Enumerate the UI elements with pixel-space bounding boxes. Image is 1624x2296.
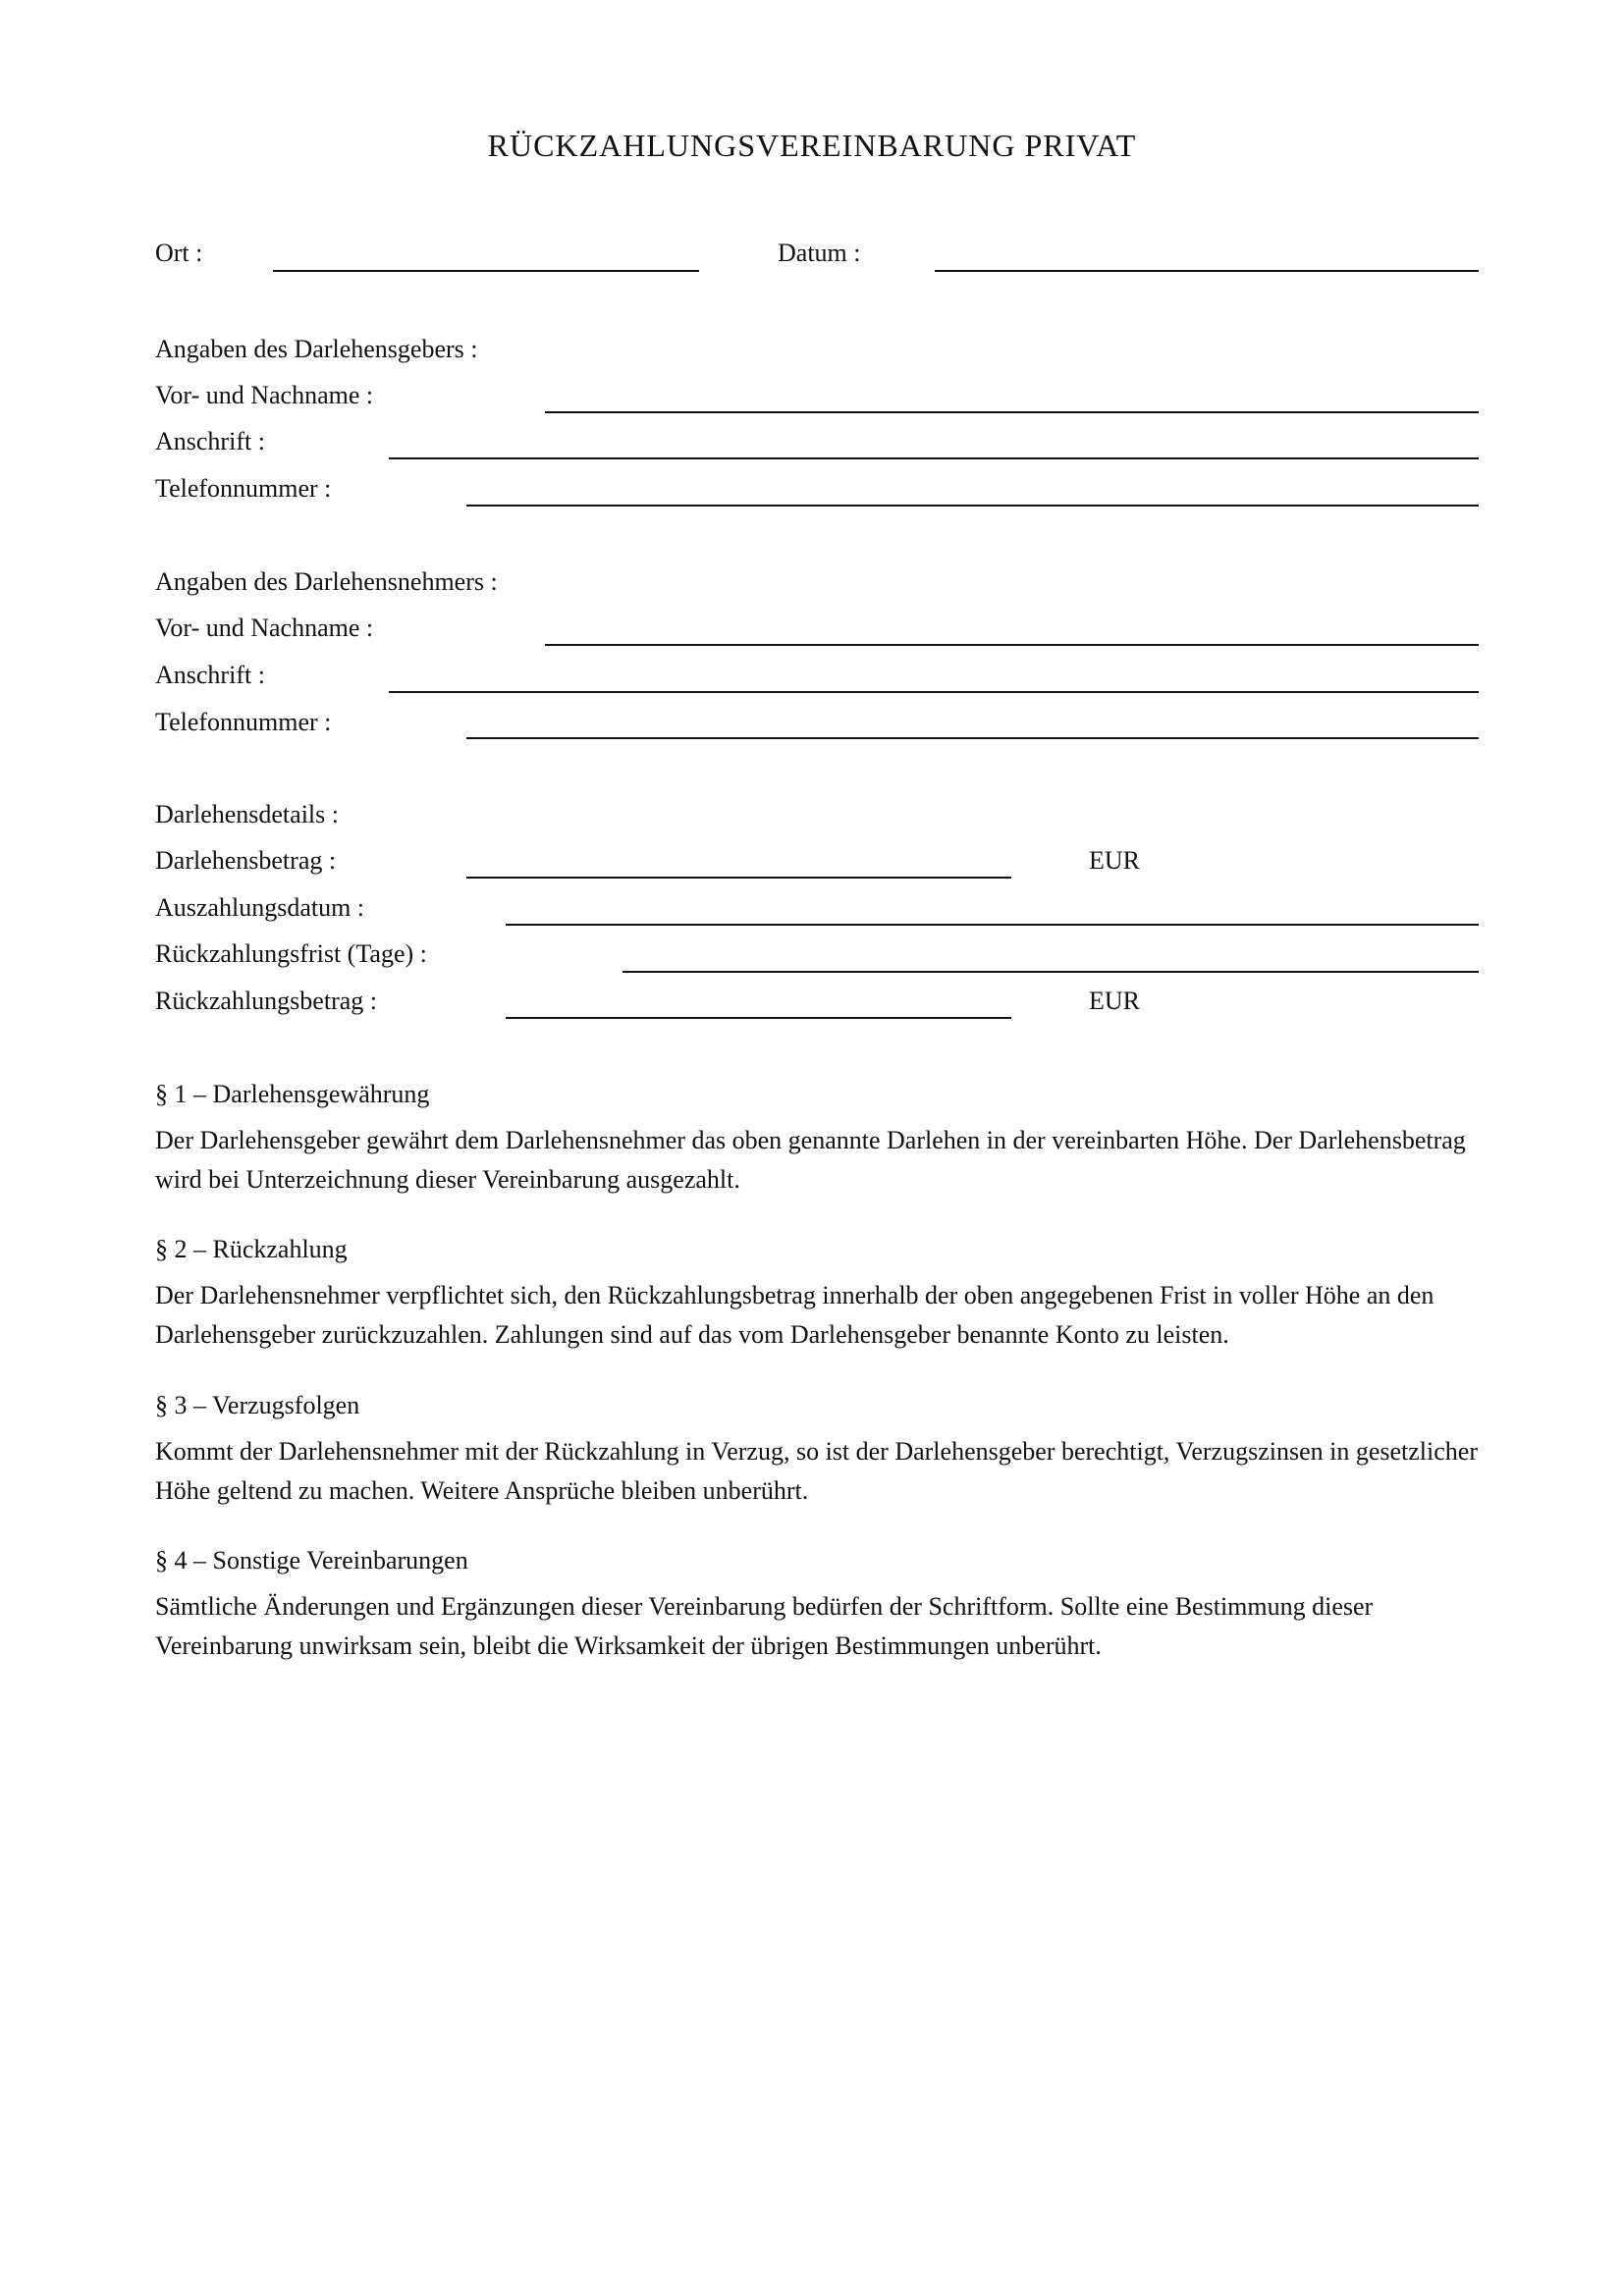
section-2-heading: § 2 – Rückzahlung	[155, 1235, 348, 1263]
datum-field[interactable]	[935, 270, 1479, 272]
borrower-phone-label: Telefonnummer :	[155, 708, 332, 736]
repayment-term-field[interactable]	[623, 971, 1479, 973]
lender-heading: Angaben des Darlehensgebers :	[155, 335, 478, 363]
lender-address-field[interactable]	[389, 457, 1479, 459]
repayment-term-label: Rückzahlungsfrist (Tage) :	[155, 939, 427, 968]
loan-heading: Darlehensdetails :	[155, 800, 339, 828]
payout-date-field[interactable]	[506, 924, 1479, 926]
borrower-phone-field[interactable]	[466, 737, 1479, 739]
borrower-name-field[interactable]	[545, 644, 1479, 646]
borrower-address-field[interactable]	[389, 691, 1479, 693]
borrower-heading: Angaben des Darlehensnehmers :	[155, 567, 498, 596]
section-4-heading: § 4 – Sonstige Vereinbarungen	[155, 1546, 468, 1575]
section-3-text: Kommt der Darlehensnehmer mit der Rückzahlung in Verzug, so ist der Darlehensgeber berechtigt, Verzugszinsen in gesetzlicher Höhe geltend zu machen. Weitere Ansprüche bleiben unberührt.	[155, 1437, 1478, 1505]
lender-name-label: Vor- und Nachname :	[155, 381, 374, 409]
repayment-amount-field[interactable]	[506, 1017, 1011, 1019]
borrower-address-label: Anschrift :	[155, 661, 265, 689]
ort-field[interactable]	[273, 270, 699, 272]
lender-name-field[interactable]	[545, 411, 1479, 413]
document-title: RÜCKZAHLUNGSVEREINBARUNG PRIVAT	[487, 128, 1137, 163]
section-2-text: Der Darlehensnehmer verpflichtet sich, den Rückzahlungsbetrag innerhalb der oben angegebenen Frist in voller Höhe an den Darlehensgeber zurückzuzahlen. Zahlungen sind auf das vom Darlehensgeber benannte Konto zu leisten.	[155, 1281, 1435, 1349]
borrower-name-label: Vor- und Nachname :	[155, 614, 374, 642]
section-3-heading: § 3 – Verzugsfolgen	[155, 1391, 360, 1419]
section-1-heading: § 1 – Darlehensgewährung	[155, 1080, 430, 1108]
payout-date-label: Auszahlungsdatum :	[155, 893, 365, 922]
section-1-text: Der Darlehensgeber gewährt dem Darlehensnehmer das oben genannte Darlehen in der vereinbarten Höhe. Der Darlehensbetrag wird bei Unterzeichnung dieser Vereinbarung ausgezahlt.	[155, 1126, 1466, 1194]
lender-address-label: Anschrift :	[155, 427, 265, 455]
repayment-amount-currency: EUR	[1089, 987, 1140, 1015]
section-4-text: Sämtliche Änderungen und Ergänzungen dieser Vereinbarung bedürfen der Schriftform. Sollte eine Bestimmung dieser Vereinbarung unwirksam sein, bleibt die Wirksamkeit der übrigen Bestimmungen unberührt.	[155, 1592, 1374, 1660]
loan-amount-field[interactable]	[466, 877, 1011, 879]
lender-phone-label: Telefonnummer :	[155, 474, 332, 503]
lender-phone-field[interactable]	[466, 505, 1479, 507]
ort-label: Ort :	[155, 239, 203, 267]
repayment-amount-label: Rückzahlungsbetrag :	[155, 987, 377, 1015]
loan-amount-currency: EUR	[1089, 846, 1140, 875]
datum-label: Datum :	[778, 239, 861, 267]
loan-amount-label: Darlehensbetrag :	[155, 846, 337, 875]
